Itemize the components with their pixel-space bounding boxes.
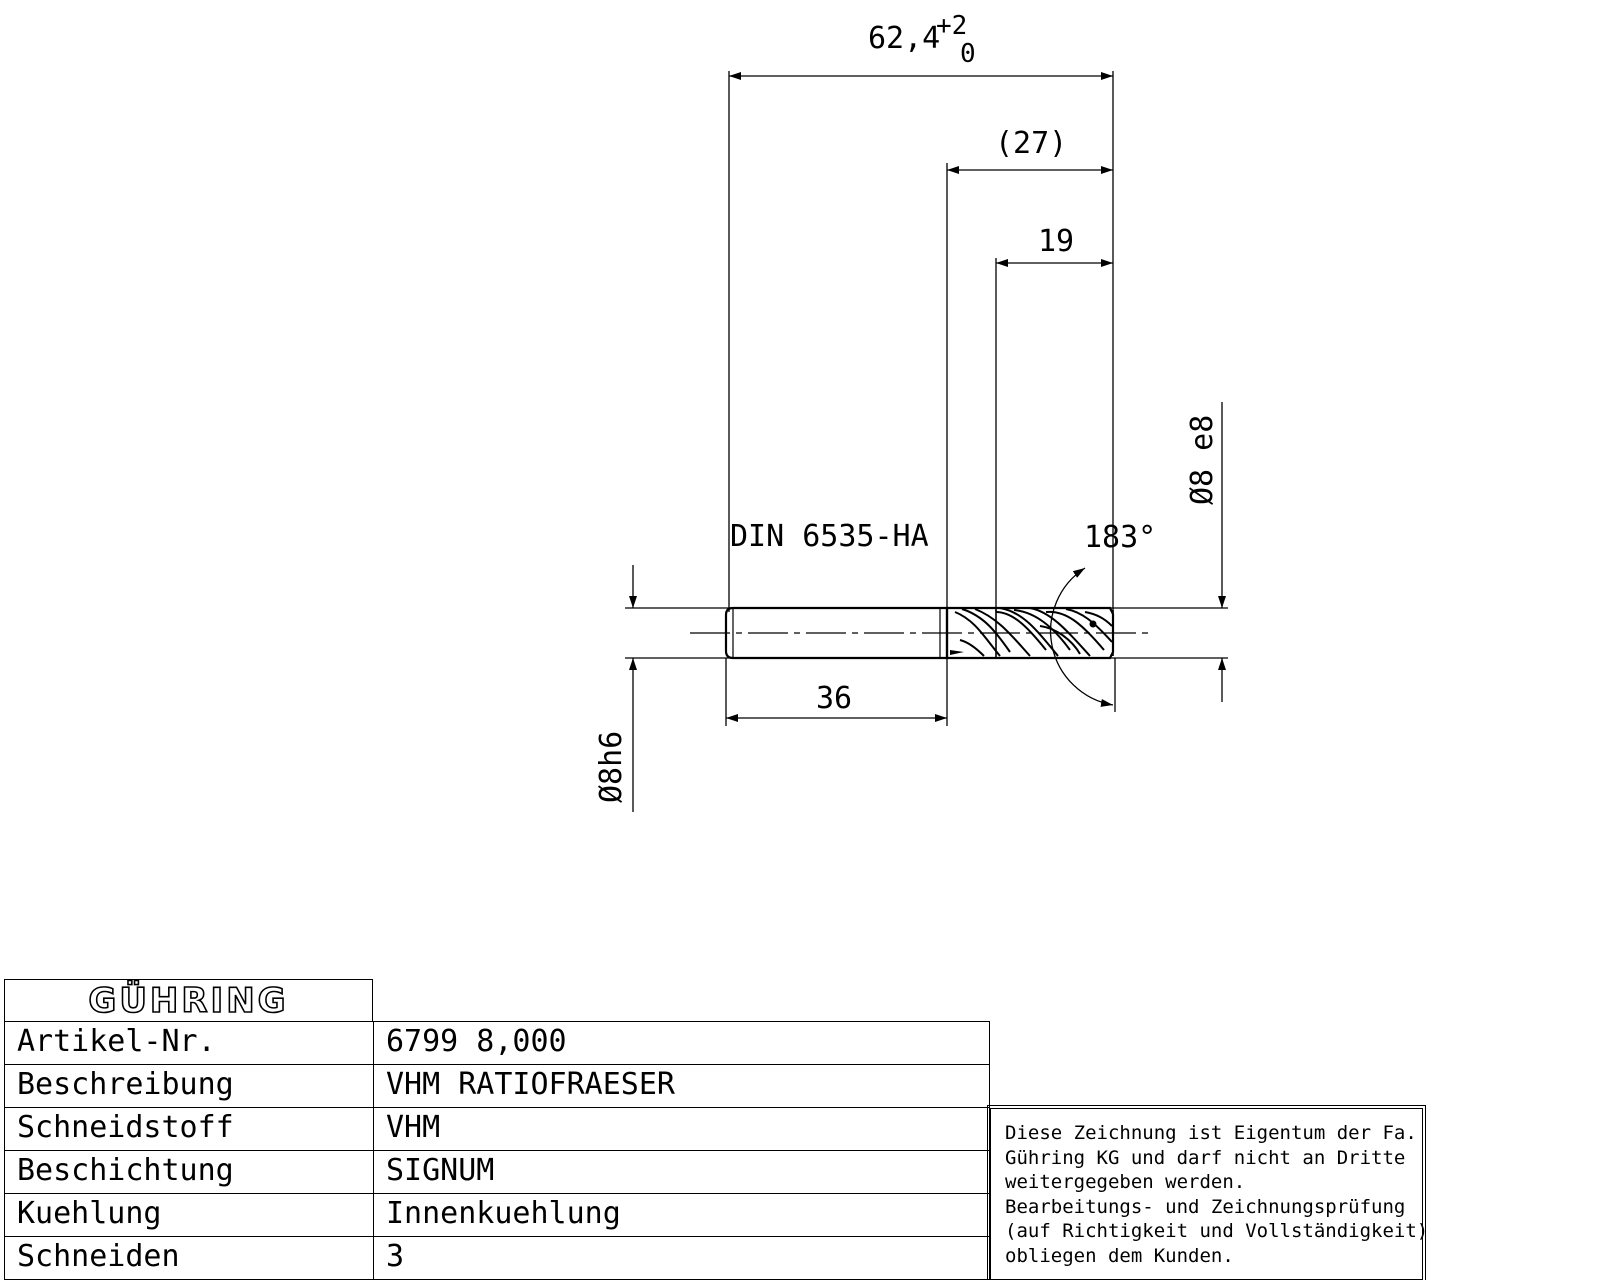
dim-text-19: 19 bbox=[1038, 224, 1075, 259]
row-value-artikel-nr: 6799 8,000 bbox=[373, 1021, 990, 1065]
dim-text-27: (27) bbox=[995, 126, 1068, 161]
logo-text: GÜHRING bbox=[88, 980, 289, 1021]
angle-label: 183° bbox=[1084, 520, 1157, 555]
helical-flutes bbox=[955, 608, 1112, 656]
row-label-beschichtung: Beschichtung bbox=[4, 1150, 374, 1194]
row-value-beschreibung: VHM RATIOFRAESER bbox=[373, 1064, 990, 1108]
dim-text-36: 36 bbox=[816, 681, 853, 716]
title-block-logo-spacer bbox=[373, 979, 374, 1022]
row-label-schneiden: Schneiden bbox=[4, 1236, 374, 1280]
coolant-hole bbox=[1090, 621, 1097, 628]
dim-text-overall: 62,4 bbox=[868, 21, 941, 56]
row-label-kuehlung: Kuehlung bbox=[4, 1193, 374, 1237]
row-value-schneiden: 3 bbox=[373, 1236, 990, 1280]
dia-shank-label: Ø8h6 bbox=[594, 730, 629, 803]
notice-line: (auf Richtigkeit und Vollständigkeit) bbox=[1005, 1220, 1429, 1243]
notice-line: Diese Zeichnung ist Eigentum der Fa. bbox=[1005, 1122, 1417, 1144]
flute-root-mark bbox=[950, 650, 964, 655]
dia-cutter-label: Ø8 e8 bbox=[1185, 414, 1220, 505]
notice-line: Gühring KG und darf nicht an Dritte bbox=[1005, 1146, 1406, 1169]
notice-line: Bearbeitungs- und Zeichnungsprüfung bbox=[1005, 1195, 1406, 1218]
row-value-schneidstoff: VHM bbox=[373, 1107, 990, 1151]
norm-label: DIN 6535-HA bbox=[730, 519, 929, 554]
company-logo bbox=[4, 979, 373, 1022]
row-label-beschreibung: Beschreibung bbox=[4, 1064, 374, 1108]
notice-line: obliegen dem Kunden. bbox=[1005, 1244, 1234, 1267]
row-label-schneidstoff: Schneidstoff bbox=[4, 1107, 374, 1151]
row-label-artikel-nr: Artikel-Nr. bbox=[4, 1021, 374, 1065]
row-value-beschichtung: SIGNUM bbox=[373, 1150, 990, 1194]
dim-text-overall-tol-upper: +2 bbox=[936, 11, 968, 41]
ownership-notice bbox=[990, 1108, 1429, 1280]
row-value-kuehlung: Innenkuehlung bbox=[373, 1193, 990, 1237]
notice-line: weitergegeben werden. bbox=[1005, 1171, 1246, 1194]
dim-text-overall-tol-lower: 0 bbox=[960, 39, 976, 69]
